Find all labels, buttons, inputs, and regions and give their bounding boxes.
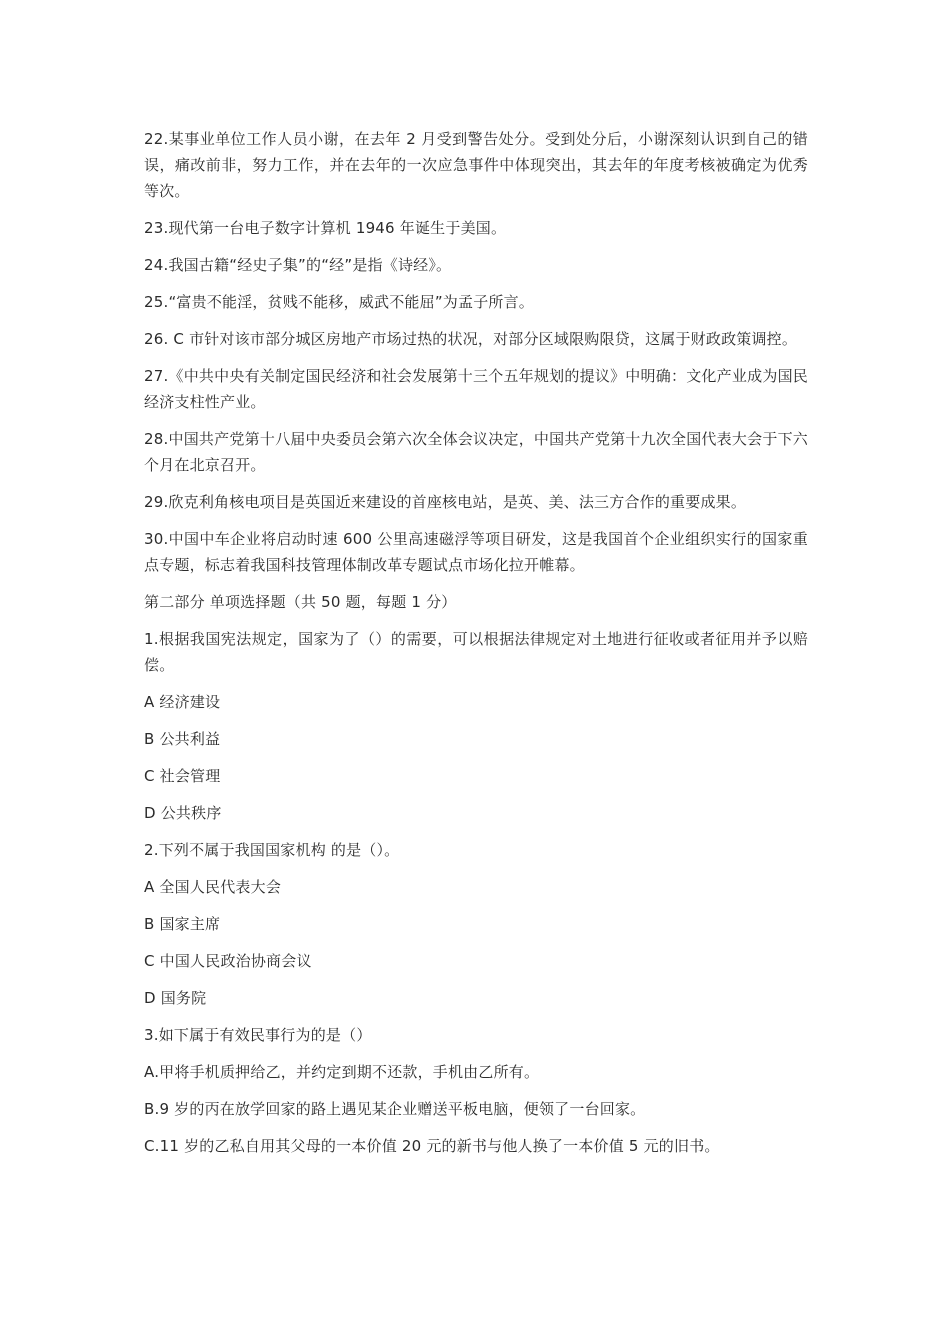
option-3a: A.甲将手机质押给乙，并约定到期不还款，手机由乙所有。 — [144, 1063, 540, 1081]
paragraph-q30: 30.中国中车企业将启动时速 600 公里高速磁浮等项目研发，这是我国首个企业组织实行的国家重点专题，标志着我国科技管理体制改革专题试点市场化拉开帷幕。 — [144, 530, 808, 574]
option-2a: A 全国人民代表大会 — [144, 878, 282, 896]
document-page — [144, 126, 808, 1170]
option-2b: B 国家主席 — [144, 915, 221, 933]
section-heading: 第二部分 单项选择题（共 50 题，每题 1 分） — [144, 593, 457, 611]
paragraph-q27: 27.《中共中央有关制定国民经济和社会发展第十三个五年规划的提议》中明确：文化产业成为国民经济支柱性产业。 — [144, 367, 808, 411]
paragraph-q25: 25.“富贵不能淫，贫贱不能移，威武不能屈”为孟子所言。 — [144, 293, 534, 311]
question-1: 1.根据我国宪法规定，国家为了（）的需要，可以根据法律规定对土地进行征收或者征用并予以赔偿。 — [144, 630, 808, 674]
paragraph-q28: 28.中国共产党第十八届中央委员会第六次全体会议决定，中国共产党第十九次全国代表大会于下六个月在北京召开。 — [144, 430, 808, 474]
paragraph-q23: 23.现代第一台电子数字计算机 1946 年诞生于美国。 — [144, 219, 507, 237]
question-3: 3.如下属于有效民事行为的是（） — [144, 1026, 372, 1044]
option-3c: C.11 岁的乙私自用其父母的一本价值 20 元的新书与他人换了一本价值 5 元的旧书。 — [144, 1137, 720, 1155]
question-2: 2.下列不属于我国国家机构 的是（）。 — [144, 841, 400, 859]
option-1b: B 公共利益 — [144, 730, 221, 748]
paragraph-q22: 22.某事业单位工作人员小谢，在去年 2 月受到警告处分。受到处分后，小谢深刻认识到自己的错误，痛改前非，努力工作，并在去年的一次应急事件中体现突出，其去年的年度考核被确定为优秀等次。 — [144, 130, 808, 200]
option-1d: D 公共秩序 — [144, 804, 222, 822]
option-1a: A 经济建设 — [144, 693, 221, 711]
option-2d: D 国务院 — [144, 989, 207, 1007]
paragraph-q24: 24.我国古籍“经史子集”的“经”是指《诗经》。 — [144, 256, 452, 274]
option-1c: C 社会管理 — [144, 767, 221, 785]
paragraph-q26: 26. C 市针对该市部分城区房地产市场过热的状况，对部分区域限购限贷，这属于财政政策调控。 — [144, 330, 798, 348]
option-3b: B.9 岁的丙在放学回家的路上遇见某企业赠送平板电脑，便领了一台回家。 — [144, 1100, 646, 1118]
paragraph-q29: 29.欣克利角核电项目是英国近来建设的首座核电站，是英、美、法三方合作的重要成果。 — [144, 493, 747, 511]
option-2c: C 中国人民政治协商会议 — [144, 952, 312, 970]
